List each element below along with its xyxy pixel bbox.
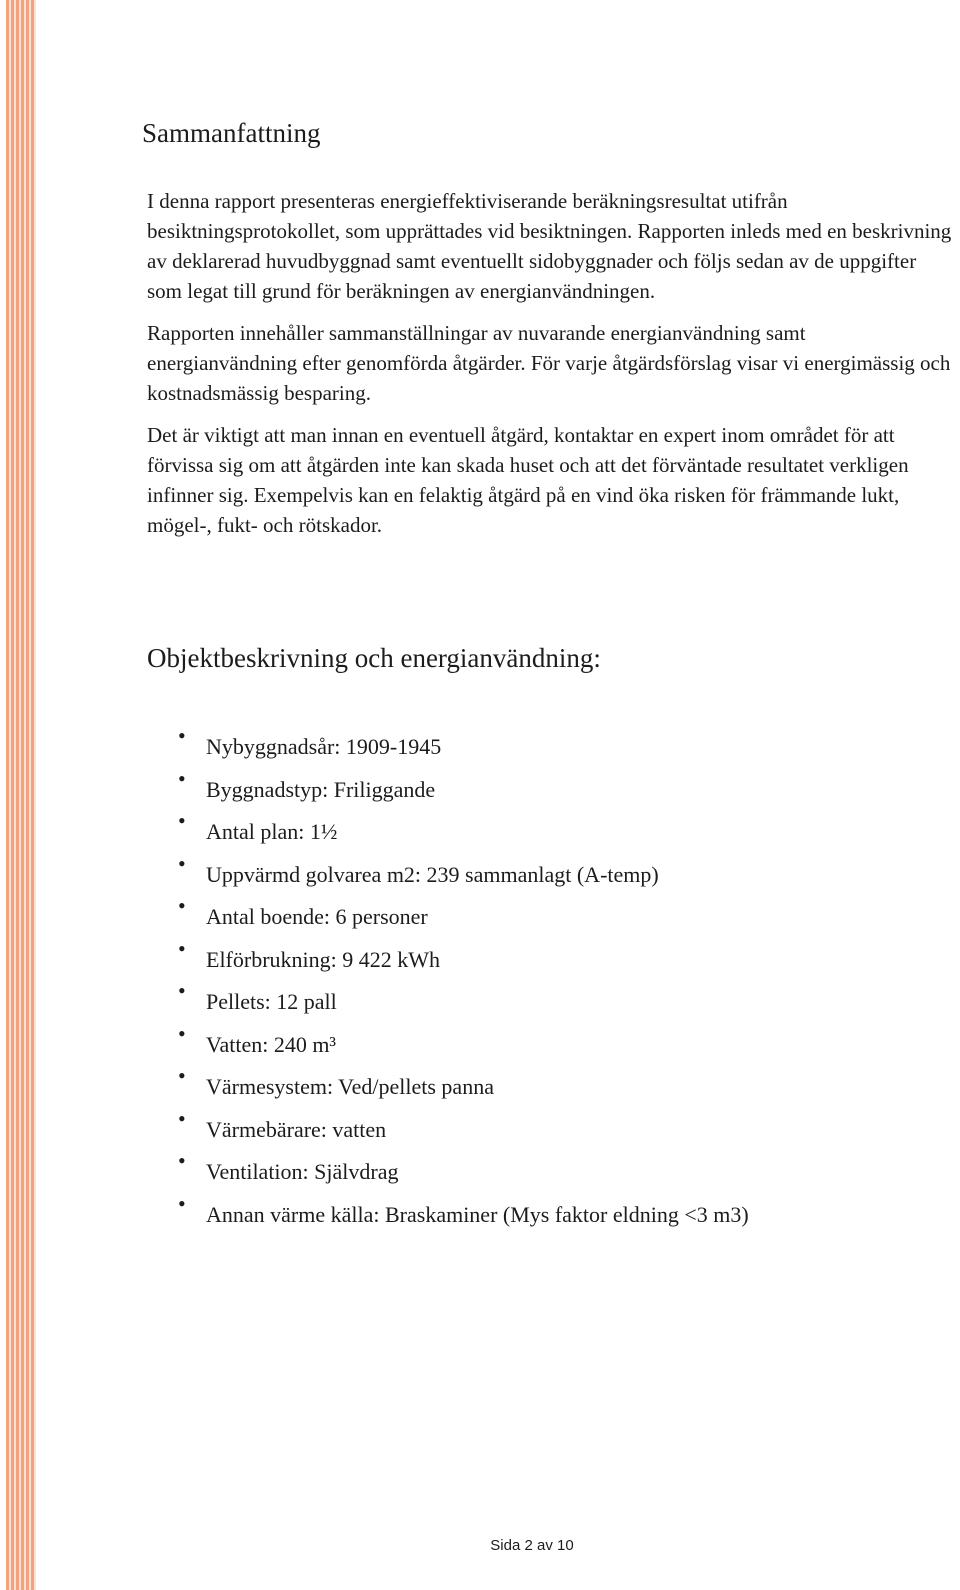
- fact-residents: Antal boende: 6 personer: [206, 904, 428, 929]
- list-item: [178, 935, 749, 987]
- list-item: [178, 765, 749, 817]
- fact-heat-carrier: Värmebärare: vatten: [206, 1116, 387, 1142]
- bullet-icon: •: [178, 893, 186, 918]
- list-item: [178, 1020, 749, 1072]
- bullet-icon: •: [178, 765, 186, 791]
- fact-water: Vatten: 240 m³: [206, 1031, 337, 1057]
- summary-paragraph-1: I denna rapport presenteras energieffektiviserande beräkningsresultat utifrån besiktningsprotokollet, som upprättades vid besiktningen. Rapporten inleds med en beskrivning av deklarerad huvudbyggnad samt eventuellt sidobyggnader och följs sedan av de uppgifter som legat till grund för beräkningen av energianvändningen.: [147, 189, 952, 303]
- fact-other-heat-source: Annan värme källa: Braskaminer (Mys faktor eldning <3 m3): [206, 1201, 749, 1227]
- fact-heated-area: Uppvärmd golvarea m2: 239 sammanlagt (A-temp): [206, 861, 659, 887]
- list-item: [178, 893, 749, 944]
- list-item: [178, 808, 749, 859]
- bullet-icon: •: [178, 1190, 186, 1216]
- fact-year-built: Nybyggnadsår: 1909-1945: [206, 734, 442, 759]
- list-item: [178, 1148, 749, 1199]
- list-item: [178, 1190, 749, 1242]
- bullet-icon: •: [178, 978, 186, 1003]
- list-item: [178, 1063, 749, 1114]
- bullet-icon: •: [178, 935, 186, 961]
- object-description-heading: Objektbeskrivning och energianvändning:: [147, 643, 601, 673]
- fact-ventilation: Ventilation: Självdrag: [206, 1159, 399, 1184]
- bullet-icon: •: [178, 1105, 186, 1131]
- bullet-icon: •: [178, 850, 186, 876]
- fact-electricity: Elförbrukning: 9 422 kWh: [206, 946, 441, 972]
- summary-heading: Sammanfattning: [142, 118, 321, 148]
- summary-paragraph-3: Det är viktigt att man innan en eventuell åtgärd, kontaktar en expert inom området för att förvissa sig om att åtgärden inte kan skada huset och att det förväntade resultatet verkligen infinner sig. Exempelvis kan en felaktig åtgärd på en vind öka risken för främmande lukt, mögel-, fukt- och rötskador.: [147, 423, 909, 537]
- bullet-icon: •: [178, 1148, 186, 1173]
- bullet-icon: •: [178, 1063, 186, 1088]
- fact-building-type: Byggnadstyp: Friliggande: [206, 776, 436, 802]
- list-item: [178, 978, 749, 1029]
- list-item: [178, 1105, 749, 1157]
- fact-floors: Antal plan: 1½: [206, 819, 338, 844]
- summary-text: [147, 186, 953, 552]
- bullet-icon: •: [178, 1020, 186, 1046]
- bullet-icon: •: [178, 723, 186, 748]
- fact-heating-system: Värmesystem: Ved/pellets panna: [206, 1074, 494, 1099]
- bullet-icon: •: [178, 808, 186, 833]
- page-number: Sida 2 av 10: [490, 1537, 574, 1554]
- object-facts-list: [178, 723, 749, 1241]
- list-item: [178, 850, 749, 902]
- list-item: [178, 723, 749, 774]
- fact-pellets: Pellets: 12 pall: [206, 989, 337, 1014]
- summary-paragraph-2: Rapporten innehåller sammanställningar av nuvarande energianvändning samt energianvändning efter genomförda åtgärder. För varje åtgärdsförslag visar vi energimässig och kostnadsmässig besparing.: [147, 321, 951, 405]
